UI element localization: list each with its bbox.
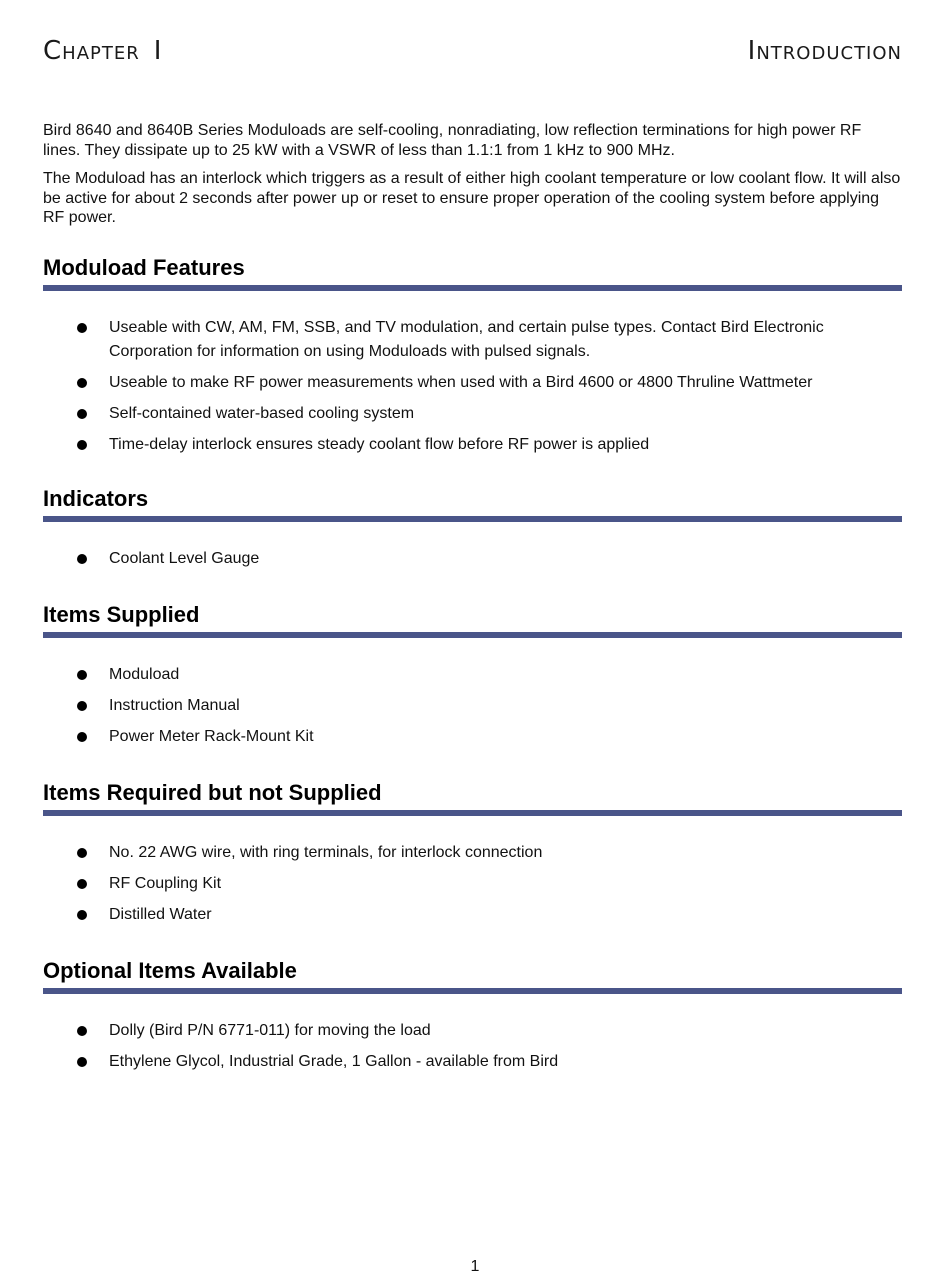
bullet-icon xyxy=(77,1026,87,1036)
section-heading: Moduload Features xyxy=(43,255,245,280)
list-item: Useable to make RF power measurements when used with a Bird 4600 or 4800 Thruline Wattmeter xyxy=(43,371,902,395)
intro-text xyxy=(43,121,902,237)
bullet-list xyxy=(43,663,902,749)
bullet-list xyxy=(43,316,902,457)
chapter-number: I xyxy=(153,36,163,66)
section-optional-items xyxy=(43,958,902,1081)
bullet-list xyxy=(43,547,902,571)
section-heading: Items Required but not Supplied xyxy=(43,780,382,805)
section-heading: Indicators xyxy=(43,486,149,511)
section-rule xyxy=(43,516,902,522)
list-item: No. 22 AWG wire, with ring terminals, for interlock connection xyxy=(43,841,902,865)
bullet-icon xyxy=(77,910,87,920)
section-features xyxy=(43,255,902,464)
section-indicators xyxy=(43,486,902,578)
bullet-icon xyxy=(77,848,87,858)
list-item: Dolly (Bird P/N 6771-011) for moving the load xyxy=(43,1019,902,1043)
bullet-icon xyxy=(77,732,87,742)
bullet-icon xyxy=(77,879,87,889)
chapter-label xyxy=(43,36,162,66)
intro-paragraph-2: The Moduload has an interlock which triggers as a result of either high coolant temperature or low coolant flow. It will also be active for about 2 seconds after power up or reset to ensure proper operation of the cooling system before applying RF power. xyxy=(43,170,901,226)
section-rule xyxy=(43,988,902,994)
bullet-icon xyxy=(77,1057,87,1067)
list-item: Self-contained water-based cooling system xyxy=(43,402,902,426)
bullet-icon xyxy=(77,670,87,680)
section-rule xyxy=(43,810,902,816)
bullet-icon xyxy=(77,554,87,564)
bullet-icon xyxy=(77,378,87,388)
section-heading: Optional Items Available xyxy=(43,958,297,983)
list-item: Time-delay interlock ensures steady coolant flow before RF power is applied xyxy=(43,433,902,457)
section-rule xyxy=(43,285,902,291)
section-items-supplied xyxy=(43,602,902,756)
list-item: Useable with CW, AM, FM, SSB, and TV modulation, and certain pulse types. Contact Bird Electronic Corporation for information on using Moduloads with pulsed signals. xyxy=(43,316,902,364)
bullet-list xyxy=(43,1019,902,1074)
bullet-icon xyxy=(77,701,87,711)
list-item: Moduload xyxy=(43,663,902,687)
list-item: Distilled Water xyxy=(43,903,902,927)
page-number: 1 xyxy=(470,1258,480,1275)
bullet-icon xyxy=(77,409,87,419)
bullet-icon xyxy=(77,323,87,333)
list-item: RF Coupling Kit xyxy=(43,872,902,896)
section-heading: Items Supplied xyxy=(43,602,200,627)
chapter-title: Introduction xyxy=(747,36,902,66)
chapter-word: Chapter xyxy=(43,36,140,66)
running-header xyxy=(43,36,902,70)
list-item: Coolant Level Gauge xyxy=(43,547,902,571)
bullet-icon xyxy=(77,440,87,450)
section-items-required xyxy=(43,780,902,934)
section-rule xyxy=(43,632,902,638)
list-item: Power Meter Rack-Mount Kit xyxy=(43,725,902,749)
list-item: Ethylene Glycol, Industrial Grade, 1 Gallon - available from Bird xyxy=(43,1050,902,1074)
list-item: Instruction Manual xyxy=(43,694,902,718)
intro-paragraph-1: Bird 8640 and 8640B Series Moduloads are self-cooling, nonradiating, low reflection terminations for high power RF lines. They dissipate up to 25 kW with a VSWR of less than 1.1:1 from 1 kHz to 900 MHz. xyxy=(43,122,862,159)
bullet-list xyxy=(43,841,902,927)
